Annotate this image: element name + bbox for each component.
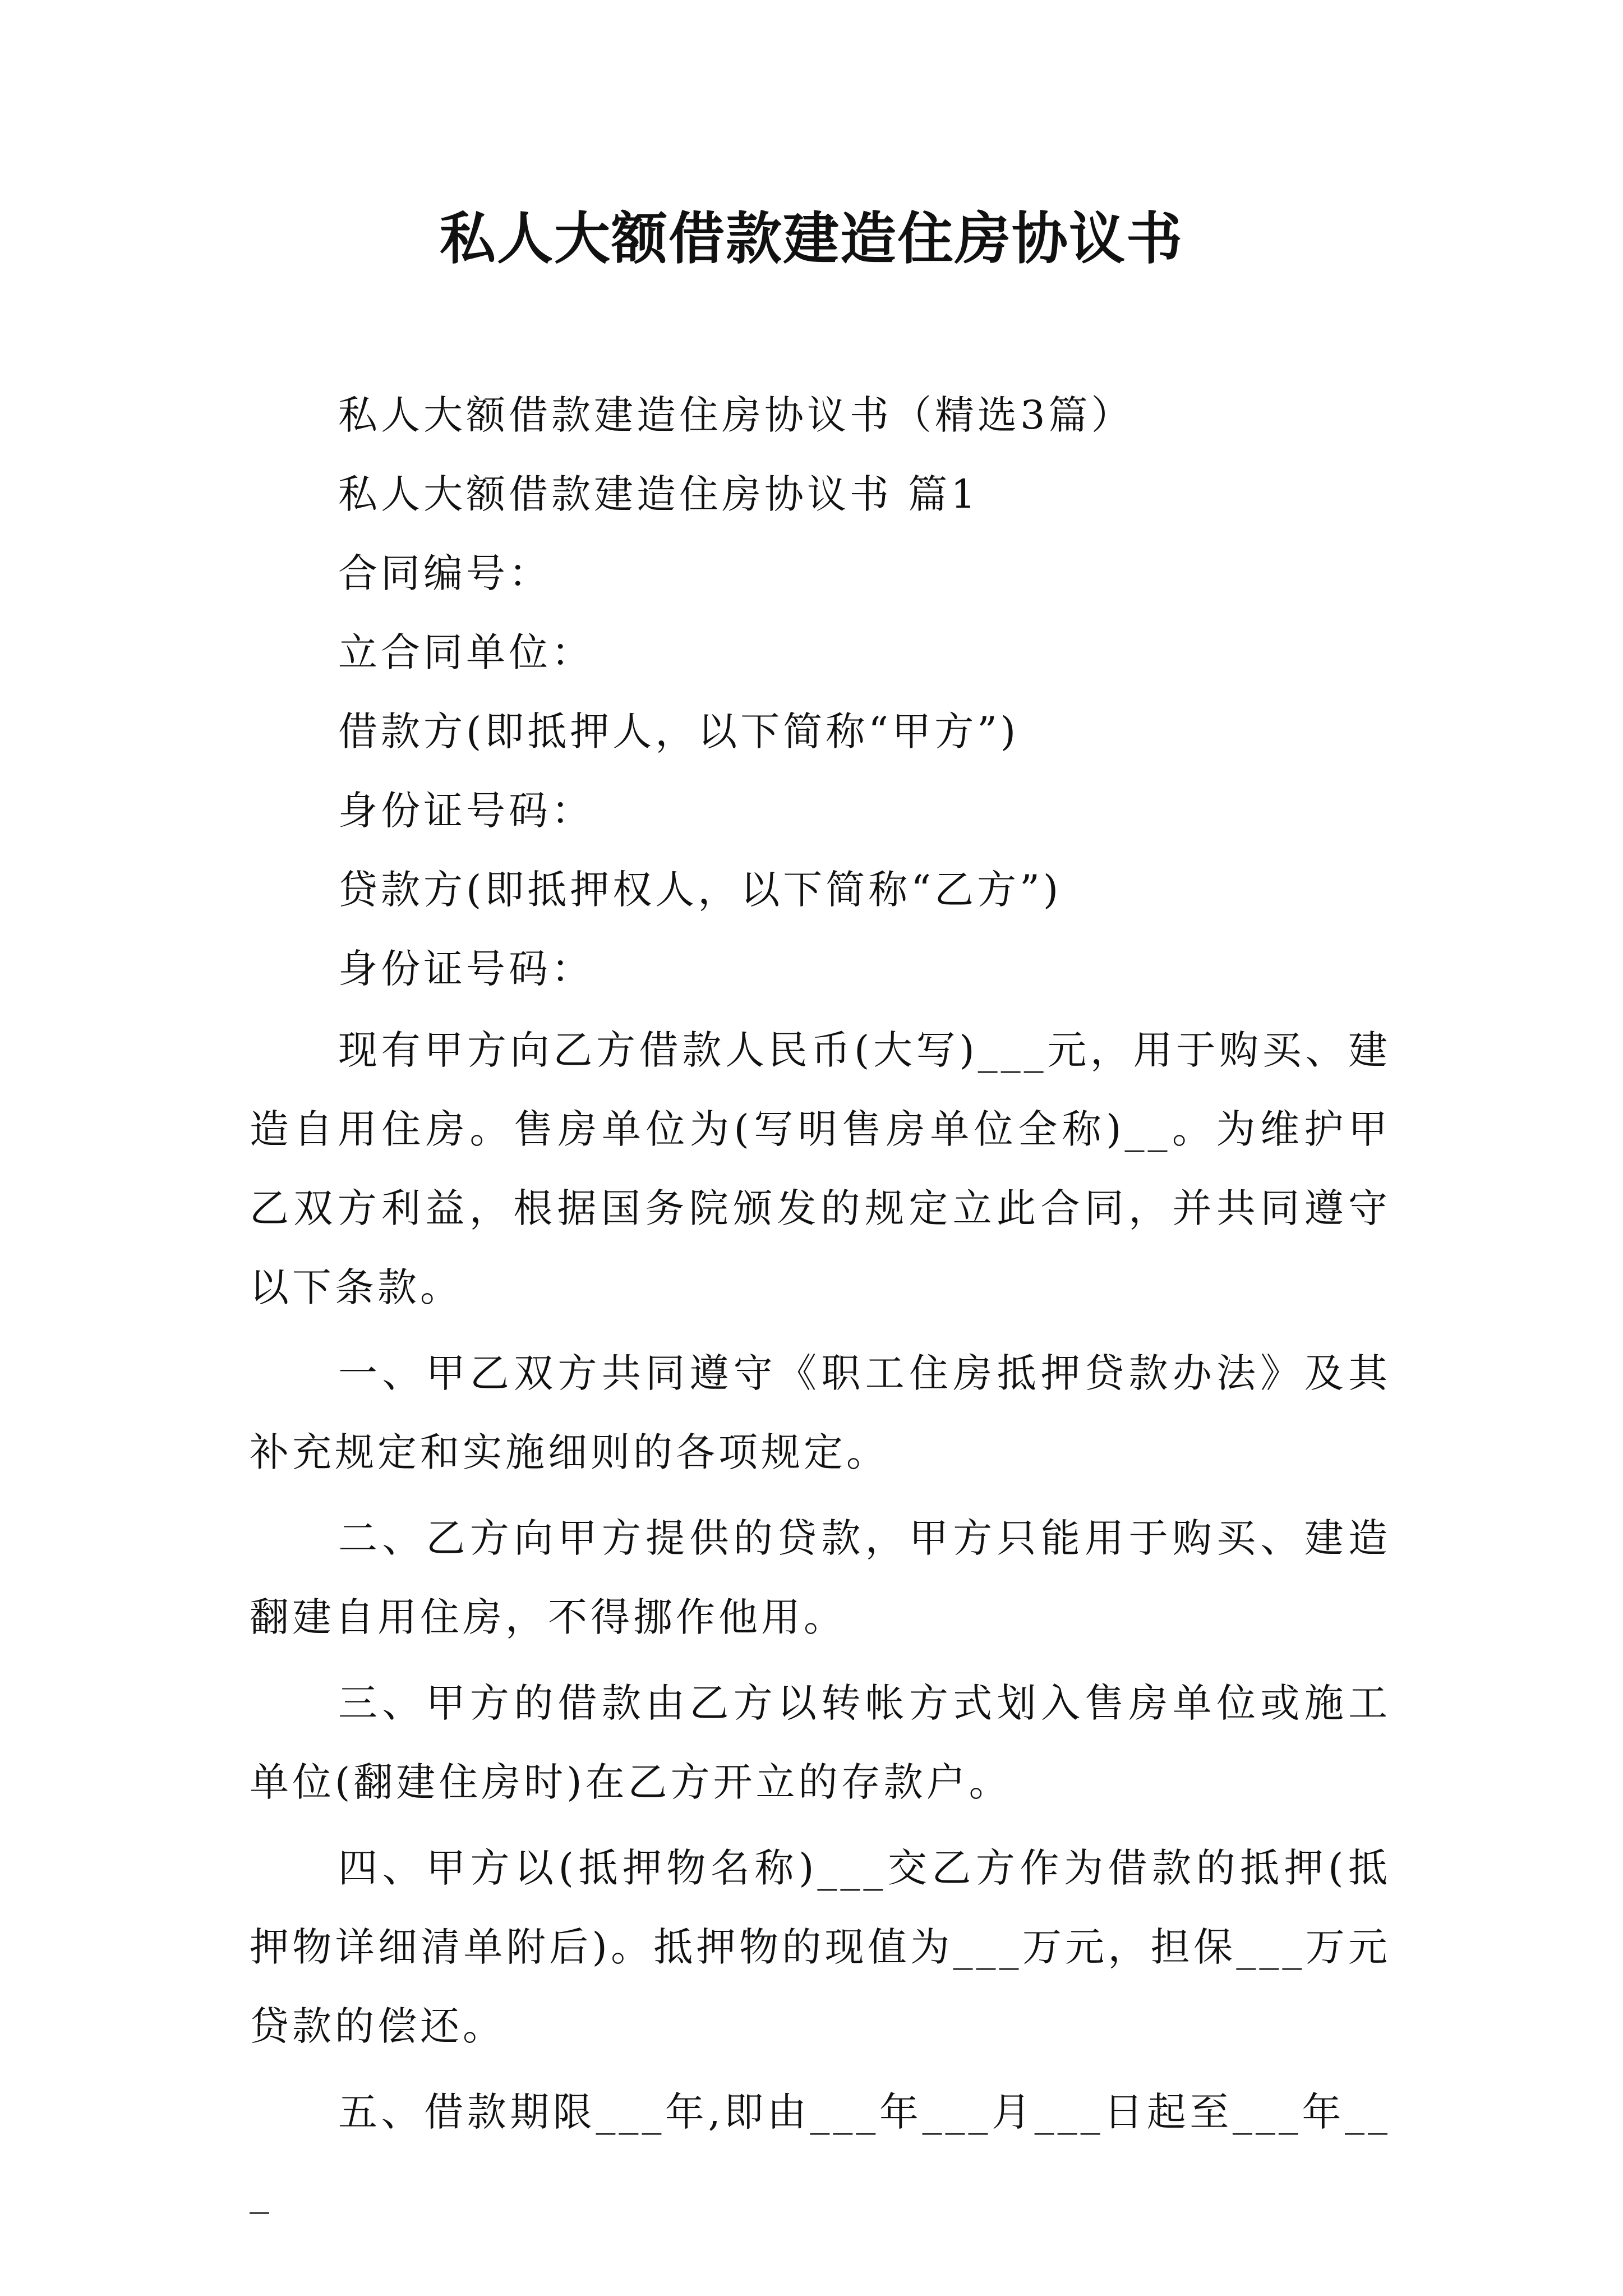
lender-label: 贷款方(即抵押权人，以下简称“乙方”)	[338, 867, 1062, 913]
document-title: 私人大额借款建造住房协议书	[440, 205, 1183, 272]
contract-number-label: 合同编号：	[338, 550, 551, 596]
borrower-label: 借款方(即抵押人，以下简称“甲方”)	[338, 708, 1020, 754]
document-body	[250, 376, 1391, 2231]
clause-4: 四、甲方以(抵押物名称)___交乙方作为借款的抵押(抵押物详细清单附后)。抵押物的现值为___万元，担保___万元贷款的偿还。	[250, 1845, 1391, 2049]
clause-1: 一、甲乙双方共同遵守《职工住房抵押贷款办法》及其补充规定和实施细则的各项规定。	[250, 1350, 1391, 1475]
clause-3: 三、甲方的借款由乙方以转帐方式划入售房单位或施工单位(翻建住房时)在乙方开立的存款户。	[250, 1680, 1391, 1805]
section-heading: 私人大额借款建造住房协议书 篇1	[338, 471, 979, 517]
lender-id-label: 身份证号码：	[338, 946, 594, 992]
contracting-party-label: 立合同单位：	[338, 629, 594, 675]
clause-5: 五、借款期限___年,即由___年___月___日起至___年___	[250, 2089, 1391, 2214]
borrower-id-label: 身份证号码：	[338, 788, 594, 834]
preamble-paragraph: 现有甲方向乙方借款人民币(大写)___元，用于购买、建造自用住房。售房单位为(写明售房单位全称)__。为维护甲乙双方利益，根据国务院颁发的规定立此合同，并共同遵守以下条款。	[250, 1027, 1391, 1310]
subtitle-paragraph: 私人大额借款建造住房协议书（精选3篇）	[338, 392, 1134, 438]
clause-2: 二、乙方向甲方提供的贷款，甲方只能用于购买、建造翻建自用住房，不得挪作他用。	[250, 1515, 1391, 1640]
